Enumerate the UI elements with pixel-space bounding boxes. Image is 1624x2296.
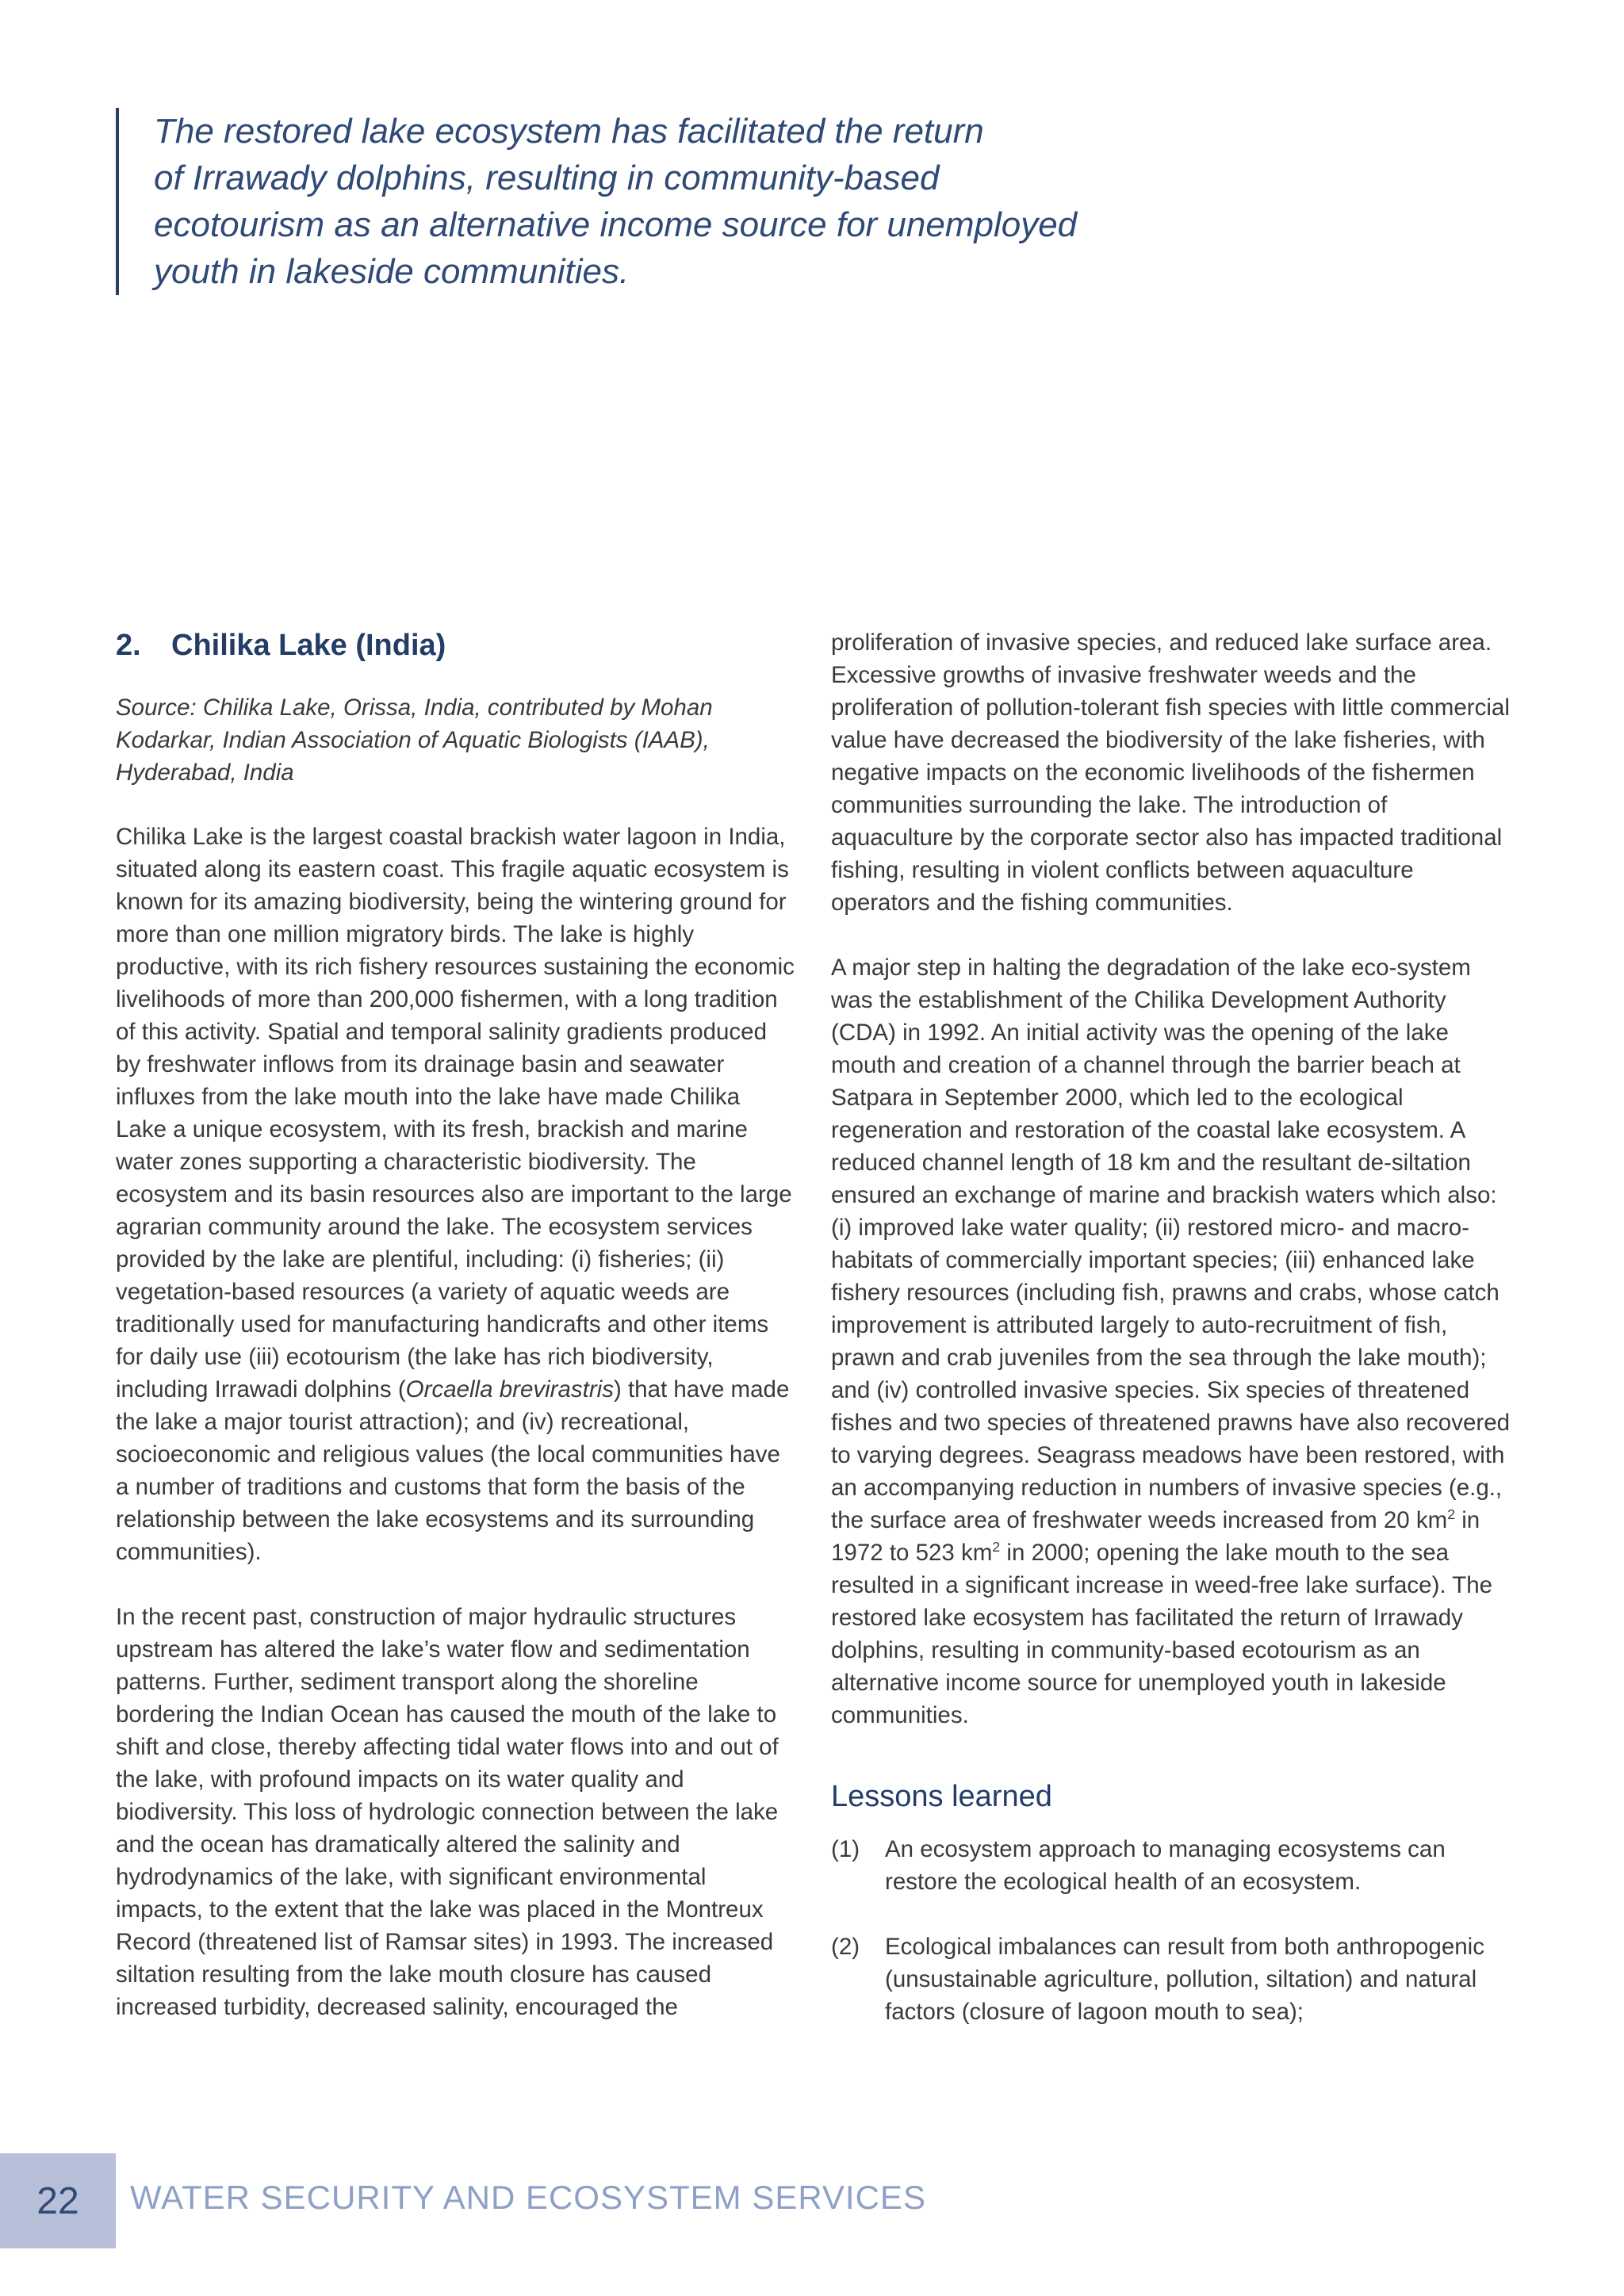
lessons-heading: Lessons learned (831, 1780, 1052, 1813)
section-title: Chilika Lake (India) (171, 629, 446, 662)
body-paragraph (831, 951, 1511, 1732)
lesson-text: Ecological imbalances can result from both anthropogenic (unsustainable agriculture, pollution, siltation) and natural factors (closure of lagoon mouth to sea); (885, 1934, 1484, 2025)
lesson-item (831, 1931, 1511, 2028)
section-number: 2. (116, 629, 141, 662)
left-column (116, 626, 796, 2023)
right-column (831, 626, 1511, 2061)
body-paragraph: In the recent past, construction of major hydraulic structures upstream has altered the lake’s water flow and sedimentation patterns. Further, sediment transport along the shoreline bordering the Indian Ocean has caused the mouth of the lake to shift and close, thereby affecting tidal water flows into and out of the lake, with profound impacts on its water quality and biodiversity. This loss of hydrologic connection between the lake and the ocean has dramatically altered the salinity and hydrodynamics of the lake, with significant environmental impacts, to the extent that the lake was placed in the Montreux Record (threatened list of Ramsar sites) in 1993. The increased siltation resulting from the lake mouth closure has caused increased turbidity, decreased salinity, encouraged the (116, 1604, 779, 2020)
body-paragraph: proliferation of invasive species, and reduced lake surface area. Excessive growths of invasive freshwater weeds and the proliferation of pollution-tolerant fish species with little commercial value have decreased the biodiversity of the lake fisheries, with negative impacts on the economic livelihoods of the fishermen communities surrounding the lake. The introduction of aquaculture by the corporate sector also has impacted traditional fishing, resulting in violent conflicts between aquaculture operators and the fishing communities. (831, 629, 1510, 916)
paragraph-text: ) that have made the lake a major tourist attraction); and (iv) recreational, socioeconomic and religious values (the local communities have a number of traditions and customs that form the basis of the relationship between the lake ecosystems and its surrounding communities). (116, 1376, 790, 1565)
pull-quote (116, 108, 1177, 295)
pull-quote-line: The restored lake ecosystem has facilitated the return (154, 112, 984, 151)
page-number: 22 (36, 2179, 79, 2222)
lesson-number: (1) (831, 1836, 860, 1862)
source-credit: Source: Chilika Lake, Orissa, India, contributed by Mohan Kodarkar, Indian Association of Aquatic Biologists (IAAB), Hyderabad, India (116, 695, 713, 786)
paragraph-text: in 1972 to 523 km (831, 1507, 1480, 1566)
body-paragraph (116, 821, 796, 1568)
pull-quote-line: youth in lakeside communities. (154, 252, 630, 291)
lesson-item (831, 1833, 1511, 1898)
pull-quote-line: ecotourism as an alternative income source for unemployed (154, 205, 1078, 244)
lesson-number: (2) (831, 1934, 860, 1960)
paragraph-text: in 2000; opening the lake mouth to the sea resulted in a significant increase in weed-free lake surface). The restored lake ecosystem has facilitated the return of Irrawady dolphins, resulting in community-based ecotourism as an alternative income source for unemployed youth in lakeside communities. (831, 1540, 1493, 1728)
pull-quote-line: of Irrawady dolphins, resulting in community-based (154, 159, 940, 197)
paragraph-text: A major step in halting the degradation of the lake eco-system was the establishment of the Chilika Development Authority (CDA) in 1992. An initial activity was the opening of the lake mouth and creation of a channel through the barrier beach at Satpara in September 2000, which led to the ecological regeneration and restoration of the coastal lake ecosystem. A reduced channel length of 18 km and the resultant de-siltation ensured an exchange of marine and brackish waters which also: (i) improved lake water quality; (ii) restored micro- and macro-habitats of commercially important species; (iii) enhanced lake fishery resources (including fish, prawns and crabs, whose catch improvement is attributed largely to auto-recruitment of fish, prawn and crab juveniles from the sea through the lake mouth); and (iv) controlled invasive species. Six species of threatened fishes and two species of threatened prawns have also recovered to varying degrees. Seagrass meadows have been restored, with an accompanying reduction in numbers of invasive species (e.g., the surface area of freshwater weeds increased from 20 km (831, 955, 1511, 1533)
section-heading (116, 626, 796, 664)
running-footer-title: WATER SECURITY AND ECOSYSTEM SERVICES (130, 2179, 926, 2216)
superscript: 2 (992, 1539, 1001, 1556)
lesson-text: An ecosystem approach to managing ecosystems can restore the ecological health of an ecosystem. (885, 1836, 1446, 1895)
species-name: Orcaella brevirastris (405, 1376, 614, 1402)
paragraph-text: Chilika Lake is the largest coastal brackish water lagoon in India, situated along its eastern coast. This fragile aquatic ecosystem is known for its amazing biodiversity, being the wintering ground for more than one million migratory birds. The lake is highly productive, with its rich fishery resources sustaining the economic livelihoods of more than 200,000 fishermen, with a long tradition of this activity. Spatial and temporal salinity gradients produced by freshwater inflows from its drainage basin and seawater influxes from the lake mouth into the lake have made Chilika Lake a unique ecosystem, with its fresh, brackish and marine water zones supporting a characteristic biodiversity. The ecosystem and its basin resources also are important to the large agrarian community around the lake. The ecosystem services provided by the lake are plentiful, including: (i) fisheries; (ii) vegetation-based resources (a variety of aquatic weeds are traditionally used for manufacturing handicrafts and other items for daily use (iii) ecotourism (the lake has rich biodiversity, including Irrawadi dolphins ( (116, 824, 795, 1402)
superscript: 2 (1447, 1506, 1456, 1523)
